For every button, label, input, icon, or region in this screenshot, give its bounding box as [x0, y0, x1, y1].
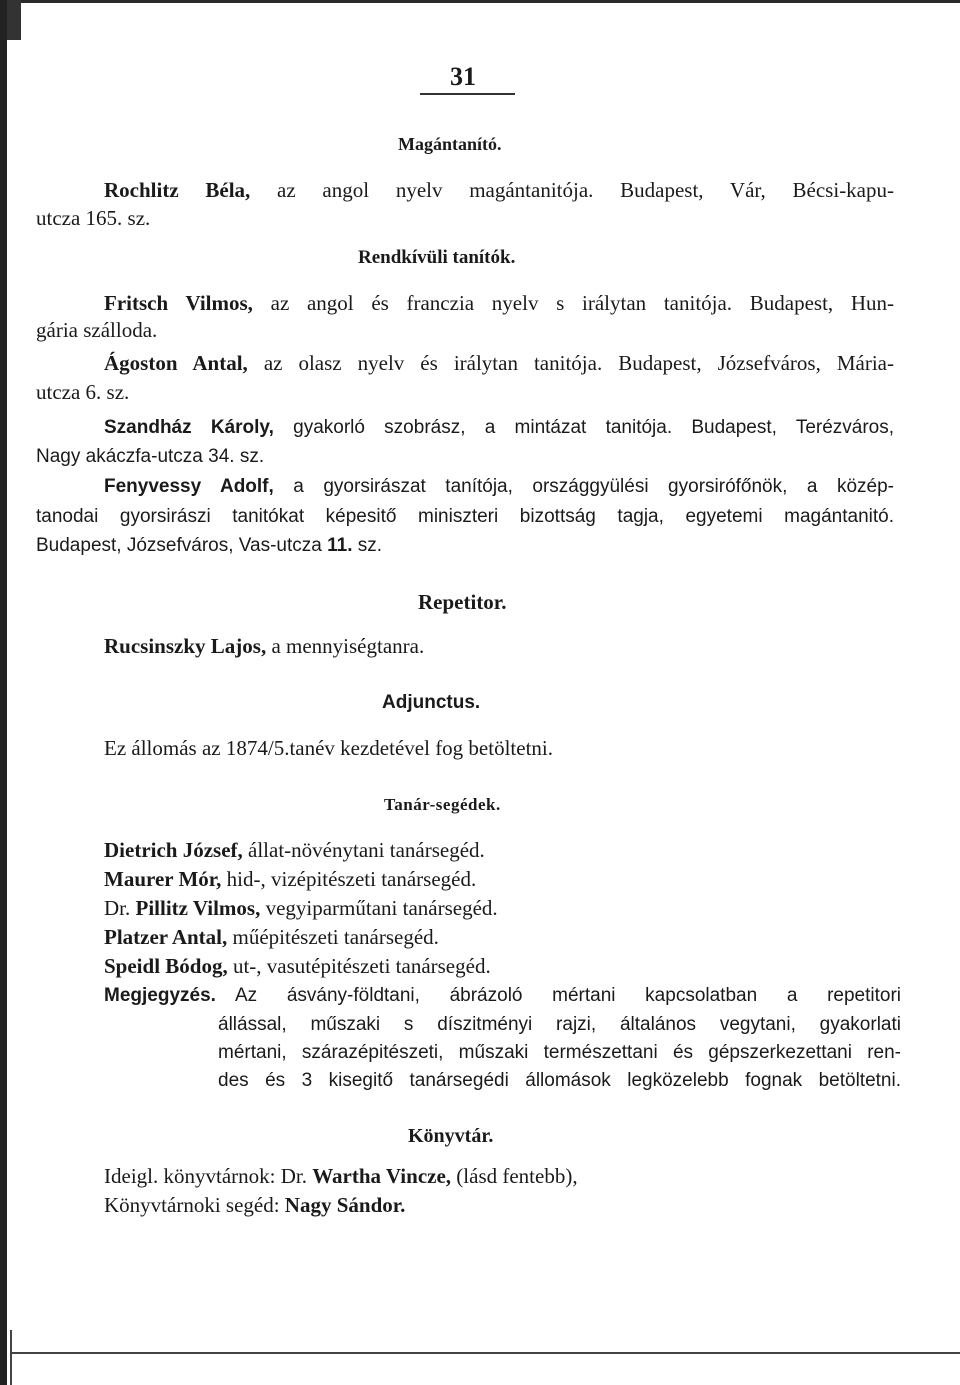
entry-line: utcza 6. sz. [36, 380, 130, 404]
entry-text: a mennyiségtanra. [271, 634, 425, 658]
entry-text: a gyorsirászat tanítója, országgyülési gyorsirófőnök, a közép- [293, 476, 894, 497]
person-name: Pillitz Vilmos, [135, 896, 261, 920]
section-heading-konyvtar: Könyvtár. [408, 1125, 494, 1147]
note-label [104, 984, 216, 1008]
entry-line [104, 1193, 405, 1217]
section-heading-rendkivuli-tanitok: Rendkívüli tanítók. [358, 247, 516, 268]
entry-line [104, 896, 498, 920]
entry-line: tanodai gyorsirászi tanitókat képesitő miniszteri bizottság tagja, egyetemi magántanitó. [36, 506, 894, 527]
entry-text: műépitészeti tanársegéd. [232, 925, 439, 949]
entry-line [104, 867, 476, 891]
scan-edge-left [0, 0, 22, 1385]
entry-text: az angol nyelv magántanitója. Budapest, Vár, Bécsi-kapu- [277, 178, 894, 202]
entry-text: vegyiparműtani tanársegéd. [265, 896, 498, 920]
note-label-text: Megjegyzés. [104, 985, 216, 1006]
person-name: Ágoston Antal, [104, 351, 248, 375]
entry-text: gyakorló szobrász, a mintázat tanitója. Budapest, Terézváros, [293, 417, 895, 438]
section-heading-magantanito: Magántanító. [398, 134, 502, 154]
entry-line [36, 534, 382, 558]
entry-line [104, 925, 439, 949]
house-number: 11. [327, 535, 353, 556]
scan-edge-bottom [10, 1352, 960, 1354]
entry-line: gária szálloda. [36, 318, 158, 342]
entry-text: az olasz nyelv és irálytan tanitója. Budapest, Józsefváros, Mária- [263, 351, 894, 375]
title-prefix: Dr. [104, 896, 131, 920]
page-number-rule [420, 93, 515, 95]
entry-text: ut-, vasutépitészeti tanársegéd. [232, 954, 491, 978]
scan-edge-top [0, 0, 960, 10]
note-line: állással, műszaki s díszitményi rajzi, általános vegytani, gyakorlati [218, 1014, 901, 1035]
person-name: Maurer Mór, [104, 867, 222, 891]
entry-line [104, 178, 894, 202]
note-line: mértani, szárazépitészeti, műszaki természettani és gépszerkezettani ren- [218, 1042, 901, 1063]
entry-line [104, 351, 894, 375]
entry-text: az angol és franczia nyelv s irálytan tanitója. Budapest, Hun- [270, 291, 895, 315]
entry-text: állat-növénytani tanársegéd. [248, 838, 485, 862]
entry-text: Könyvtárnoki segéd: [104, 1193, 280, 1217]
entry-line [104, 416, 894, 440]
section-heading-repetitor: Repetitor. [418, 590, 507, 614]
person-name: Nagy Sándor. [284, 1193, 406, 1217]
entry-line: Nagy akáczfa-utcza 34. sz. [36, 446, 265, 467]
person-name: Rochlitz Béla, [104, 178, 251, 202]
entry-text: Budapest, Józsefváros, Vas-utcza [36, 535, 322, 556]
person-name: Szandház Károly, [104, 417, 274, 438]
note-line: Az ásvány-földtani, ábrázoló mértani kapcsolatban a repetitori [235, 985, 901, 1006]
entry-line [104, 634, 424, 658]
entry-text: Ideigl. könyvtárnok: Dr. [104, 1164, 307, 1188]
person-name: Fenyvessy Adolf, [104, 476, 274, 497]
section-heading-tanar-segedek: Tanár-segédek. [384, 795, 501, 814]
entry-line: Ez állomás az 1874/5.tanév kezdetével fog betöltetni. [104, 736, 553, 760]
note-line: des és 3 kisegitő tanársegédi állomások legközelebb fognak betöltetni. [218, 1070, 901, 1091]
entry-text: hid-, vizépitészeti tanársegéd. [226, 867, 477, 891]
person-name: Dietrich József, [104, 838, 243, 862]
entry-line: utcza 165. sz. [36, 206, 151, 230]
scan-edge-corner [10, 1330, 12, 1385]
person-name: Speidl Bódog, [104, 954, 228, 978]
entry-text-tail: (lásd fentebb), [456, 1164, 578, 1188]
person-name: Rucsinszky Lajos, [104, 634, 267, 658]
person-name: Platzer Antal, [104, 925, 228, 949]
entry-line [104, 838, 485, 862]
entry-line [104, 1164, 578, 1188]
page-number: 31 [450, 62, 476, 91]
section-heading-adjunctus: Adjunctus. [382, 692, 481, 713]
entry-line [104, 291, 894, 315]
entry-text-tail: sz. [357, 535, 383, 556]
entry-line [104, 475, 894, 499]
entry-line [104, 954, 491, 978]
person-name: Wartha Vincze, [312, 1164, 452, 1188]
person-name: Fritsch Vilmos, [104, 291, 253, 315]
